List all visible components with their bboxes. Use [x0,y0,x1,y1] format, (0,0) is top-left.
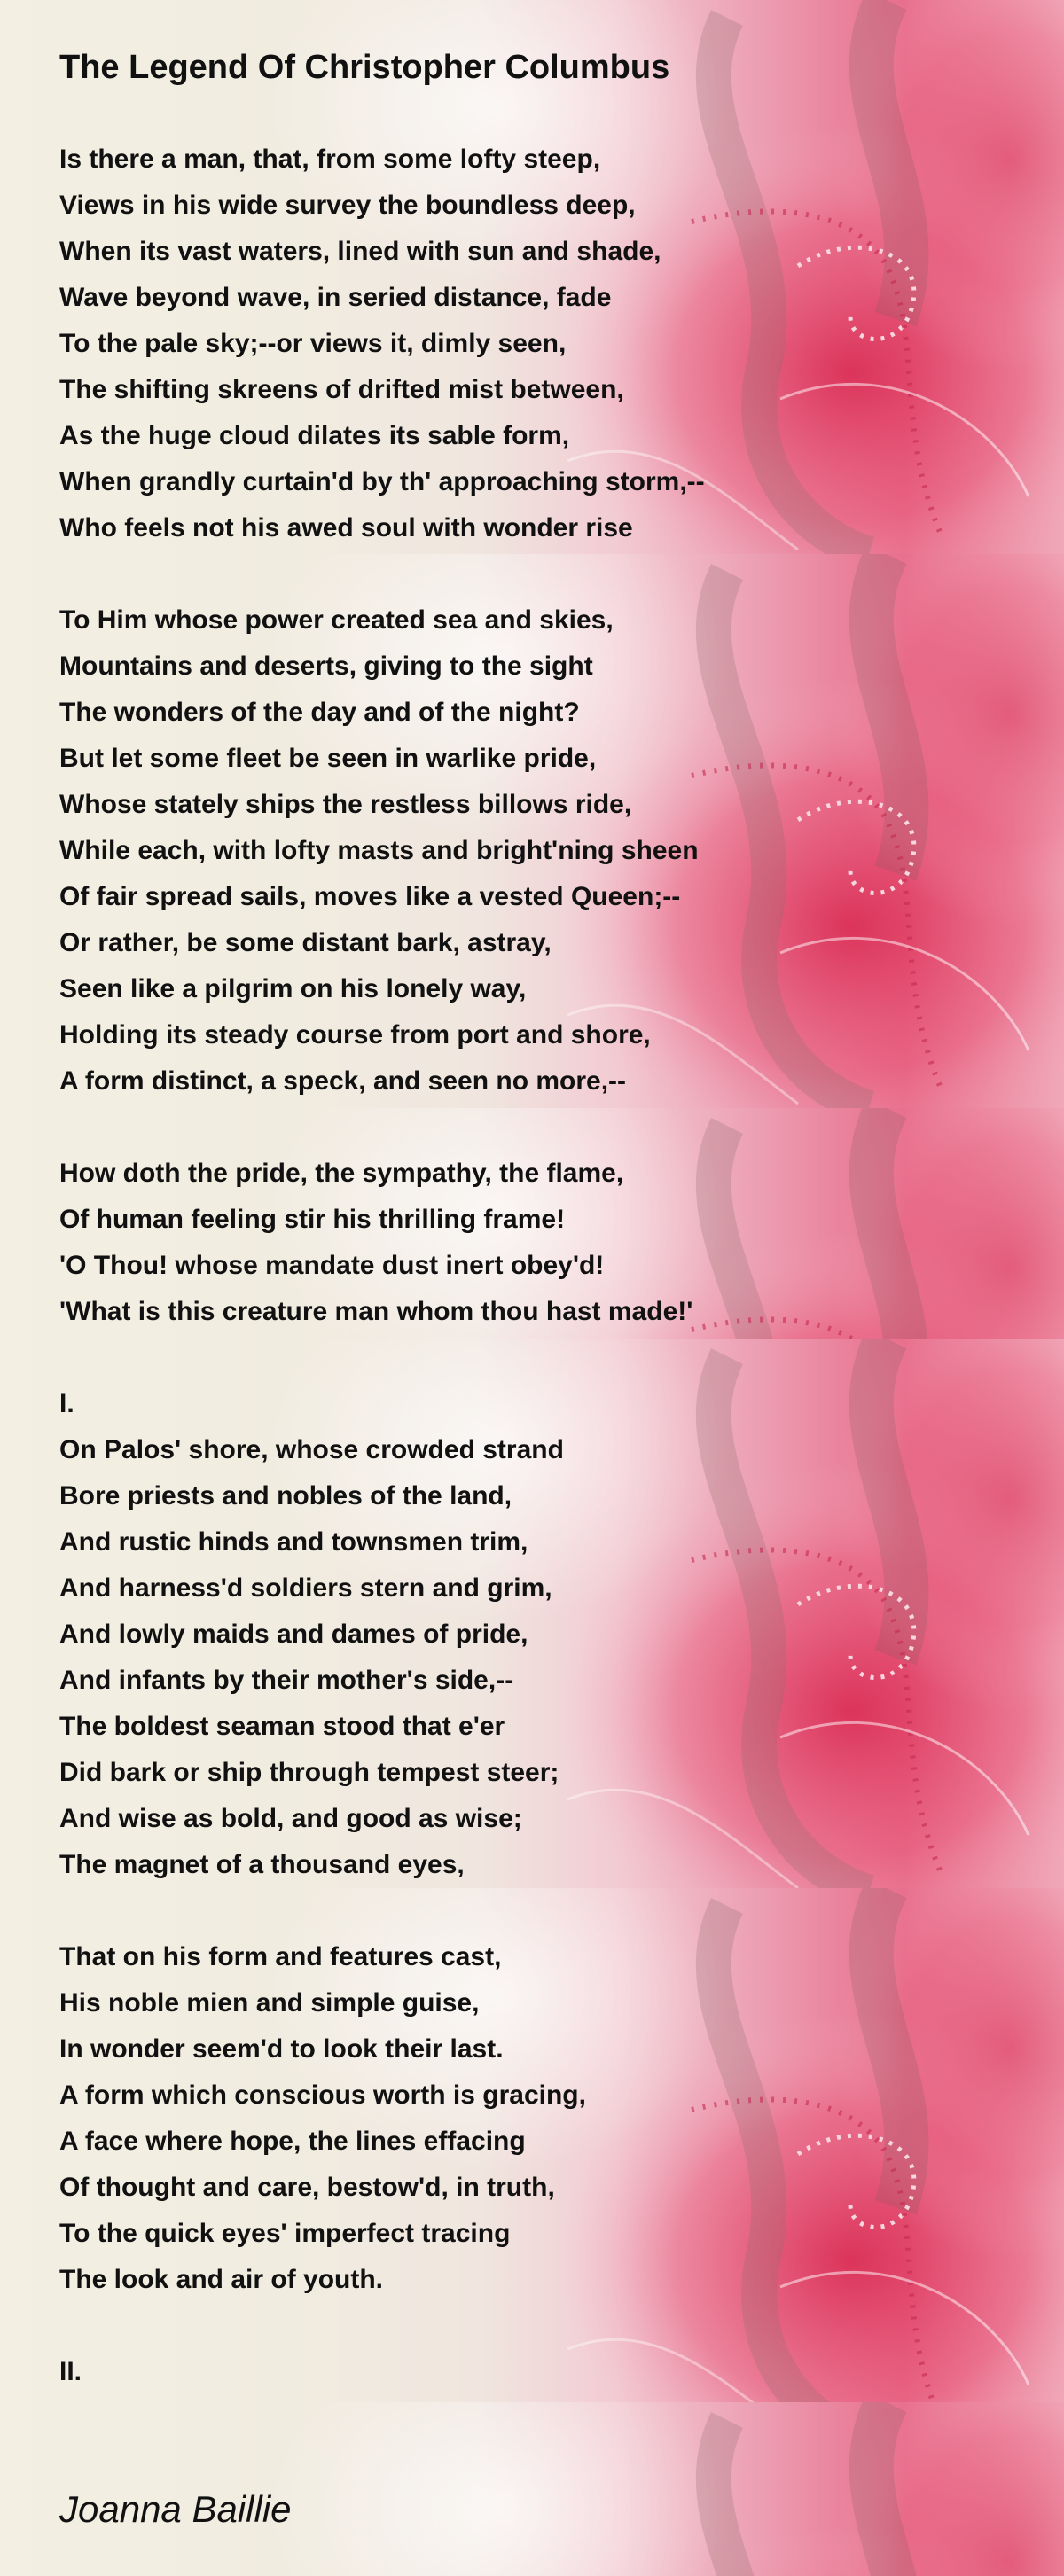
stanza [59,1381,1017,1888]
poem-line: His noble mien and simple guise, [59,1988,480,2018]
poem-line: The wonders of the day and of the night? [59,698,580,727]
stanza [59,2349,1017,2395]
poem-line: A form distinct, a speck, and seen no more,-- [59,1066,627,1096]
stanza [59,137,1017,551]
poem-line: When grandly curtain'd by th' approaching storm,-- [59,467,705,496]
stanza-list [59,137,1017,2395]
poem-line: And rustic hinds and townsmen trim, [59,1527,528,1557]
poem-line: And infants by their mother's side,-- [59,1666,514,1695]
poem-line: How doth the pride, the sympathy, the flame, [59,1159,624,1188]
poem-line: While each, with lofty masts and bright'ning sheen [59,836,699,865]
stanza-gap [59,1105,1017,1151]
stanza [59,597,1017,1105]
poem-line: On Palos' shore, whose crowded strand [59,1435,564,1464]
poem-line: The look and air of youth. [59,2265,384,2294]
stanza-gap [59,2303,1017,2349]
poem-line: II. [59,2357,82,2386]
poem-line: A face where hope, the lines effacing [59,2127,526,2156]
poem-title: The Legend Of Christopher Columbus [59,49,670,86]
poem-line: Who feels not his awed soul with wonder rise [59,513,633,543]
poem-line: A form which conscious worth is gracing, [59,2080,586,2110]
stanza [59,1934,1017,2303]
poem-line: The shifting skreens of drifted mist between, [59,375,624,404]
poem-line: The boldest seaman stood that e'er [59,1712,505,1741]
poem-line: Is there a man, that, from some lofty steep, [59,144,601,174]
poem-line: 'O Thou! whose mandate dust inert obey'd! [59,1251,605,1280]
poem-line: Of thought and care, bestow'd, in truth, [59,2173,555,2202]
poem-line: Or rather, be some distant bark, astray, [59,928,552,957]
poem-line: Did bark or ship through tempest steer; [59,1758,559,1787]
poem-line: In wonder seem'd to look their last. [59,2034,504,2064]
poem-line: 'What is this creature man whom thou hast made!' [59,1297,693,1326]
poem-line: To Him whose power created sea and skies, [59,605,614,635]
poem-line: Seen like a pilgrim on his lonely way, [59,974,527,1003]
stanza [59,1151,1017,1335]
poem-line: But let some fleet be seen in warlike pride, [59,744,597,773]
stanza-gap [59,551,1017,597]
poem-line: I. [59,1389,74,1418]
poem-line: Bore priests and nobles of the land, [59,1481,512,1510]
poem-line: Views in his wide survey the boundless deep, [59,191,636,220]
poem-line: The magnet of a thousand eyes, [59,1850,465,1879]
poem-body [59,44,1017,2395]
poem-line: And harness'd soldiers stern and grim, [59,1573,552,1603]
stanza-gap [59,1335,1017,1381]
stanza-gap [59,1888,1017,1934]
poem-line: That on his form and features cast, [59,1942,502,1971]
title-gap [59,90,1017,137]
poem-line: When its vast waters, lined with sun and shade, [59,237,661,266]
poem-line: Mountains and deserts, giving to the sight [59,652,593,681]
poem-line: Holding its steady course from port and shore, [59,1020,651,1050]
poem-line: To the pale sky;--or views it, dimly seen, [59,329,567,358]
poem-author: Joanna Baillie [59,2488,292,2530]
poem-line: Of fair spread sails, moves like a vested Queen;-- [59,882,681,911]
poem-line: And wise as bold, and good as wise; [59,1804,522,1833]
poem-line: Whose stately ships the restless billows ride, [59,790,632,819]
poem-line: Wave beyond wave, in seried distance, fade [59,283,612,312]
poem-line: And lowly maids and dames of pride, [59,1620,528,1649]
poem-line: As the huge cloud dilates its sable form, [59,421,570,450]
poem-line: To the quick eyes' imperfect tracing [59,2219,511,2248]
poem-line: Of human feeling stir his thrilling frame! [59,1205,566,1234]
